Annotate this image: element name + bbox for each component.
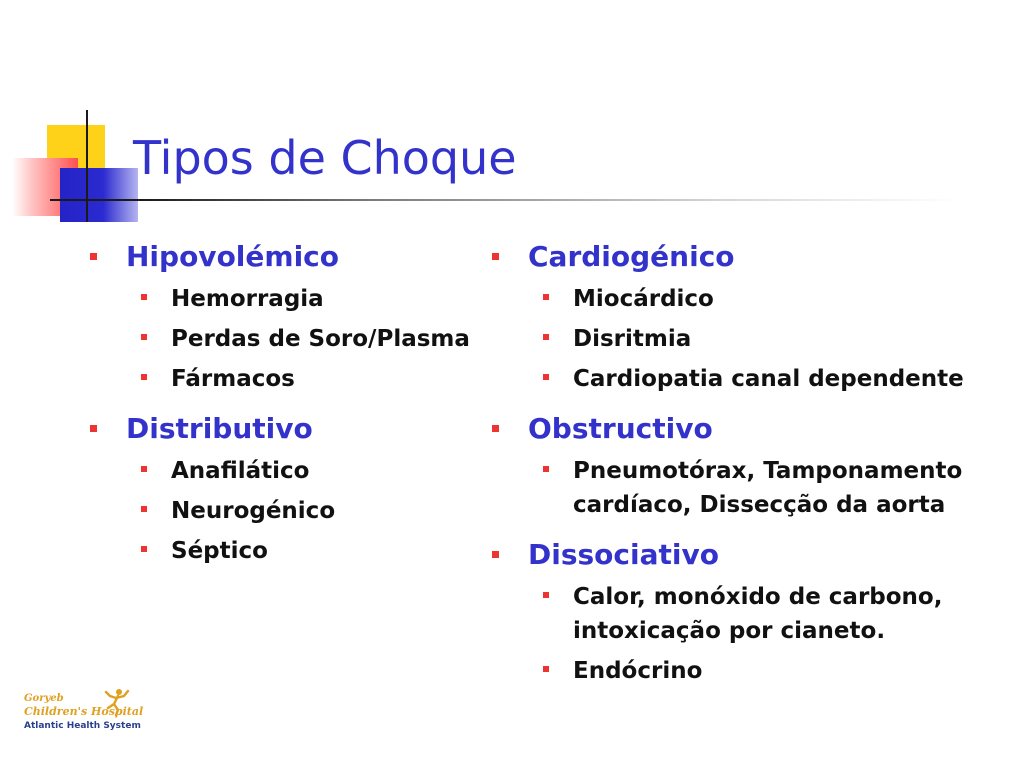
- logo-line1: Goryeb: [24, 693, 64, 704]
- list-item-text: Hemorragia: [171, 286, 324, 312]
- list-item-text: Miocárdico: [573, 286, 714, 312]
- square-bullet-icon: [141, 294, 147, 300]
- category-label: Dissociativo: [528, 538, 719, 571]
- logo-line2: Children's Hospital: [24, 705, 144, 718]
- square-bullet-icon: [141, 466, 147, 472]
- list-item: [528, 322, 988, 356]
- list-item-text: Perdas de Soro/Plasma: [171, 326, 470, 352]
- list-item: [126, 362, 476, 396]
- category-obstructivo: [488, 410, 988, 522]
- square-bullet-icon: [543, 592, 549, 598]
- category-label: Obstructivo: [528, 412, 713, 445]
- square-bullet-icon: [543, 666, 549, 672]
- running-child-icon: [104, 688, 130, 716]
- square-bullet-icon: [141, 334, 147, 340]
- category-dissociativo: [488, 536, 988, 688]
- list-item: [126, 454, 476, 488]
- list-item-text: Séptico: [171, 538, 268, 564]
- list-item-text: Endócrino: [573, 658, 703, 684]
- square-bullet-icon: [90, 425, 97, 432]
- list-item: [126, 282, 476, 316]
- square-bullet-icon: [492, 551, 499, 558]
- decor-blue-square: [60, 168, 138, 222]
- list-item: [528, 654, 988, 688]
- logo-line3: Atlantic Health System: [24, 721, 141, 731]
- list-item: [528, 362, 988, 396]
- list-item: [126, 534, 476, 568]
- list-item-text: Cardiopatia canal dependente: [573, 366, 964, 392]
- square-bullet-icon: [543, 374, 549, 380]
- square-bullet-icon: [543, 334, 549, 340]
- square-bullet-icon: [141, 374, 147, 380]
- decor-vertical-line: [86, 110, 88, 222]
- list-item-text: Neurogénico: [171, 498, 336, 524]
- square-bullet-icon: [492, 425, 499, 432]
- square-bullet-icon: [141, 546, 147, 552]
- category-cardiogenico: [488, 238, 988, 396]
- category-label: Hipovolémico: [126, 240, 339, 273]
- category-label: Distributivo: [126, 412, 313, 445]
- left-column: [86, 238, 476, 582]
- category-hipovolemico: [86, 238, 476, 396]
- square-bullet-icon: [543, 294, 549, 300]
- list-item: [126, 322, 476, 356]
- list-item: [528, 454, 988, 522]
- square-bullet-icon: [492, 253, 499, 260]
- category-label: Cardiogénico: [528, 240, 735, 273]
- slide-title: Tipos de Choque: [133, 131, 517, 185]
- square-bullet-icon: [543, 466, 549, 472]
- list-item: [528, 580, 988, 648]
- title-decoration: [0, 0, 180, 240]
- square-bullet-icon: [90, 253, 97, 260]
- title-underline: [50, 199, 960, 201]
- right-column: [488, 238, 988, 702]
- hospital-logo: [24, 690, 144, 744]
- list-item: [528, 282, 988, 316]
- list-item-text: Fármacos: [171, 366, 295, 392]
- category-distributivo: [86, 410, 476, 568]
- list-item-text: Calor, monóxido de carbono, intoxicação por cianeto.: [573, 584, 943, 644]
- list-item-text: Anafilático: [171, 458, 310, 484]
- list-item: [126, 494, 476, 528]
- square-bullet-icon: [141, 506, 147, 512]
- list-item-text: Disritmia: [573, 326, 692, 352]
- list-item-text: Pneumotórax, Tamponamento cardíaco, Dissecção da aorta: [573, 458, 963, 518]
